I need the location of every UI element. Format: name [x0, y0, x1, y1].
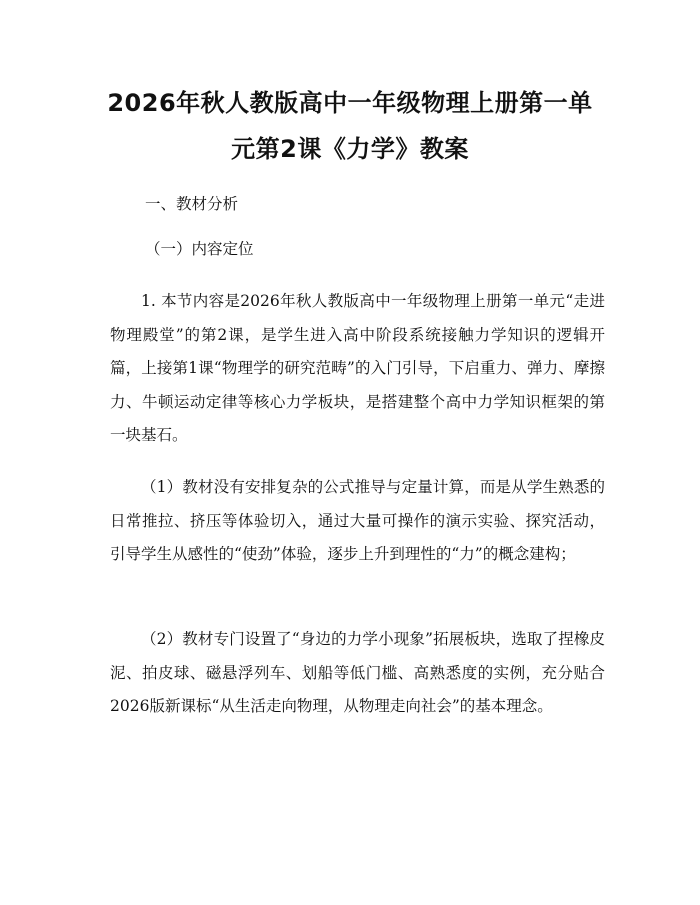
subsection-heading-content-positioning: （一）内容定位	[145, 240, 254, 258]
document-title-line-1: 2026年秋人教版高中一年级物理上册第一单	[107, 89, 593, 117]
section-heading-textbook-analysis: 一、教材分析	[145, 195, 239, 213]
paragraph-3: （2）教材专门设置了“身边的力学小现象”拓展板块，选取了捏橡皮泥、拍皮球、磁悬浮列车、划船等低门槛、高熟悉度的实例，充分贴合2026版新课标“从生活走向物理，从物理走向社会”的基本理念。	[110, 630, 605, 715]
paragraph-2: （1）教材没有安排复杂的公式推导与定量计算，而是从学生熟悉的日常推拉、挤压等体验切入，通过大量可操作的演示实验、探究活动，引导学生从感性的“使劲”体验，逐步上升到理性的“力”的概念建构；	[110, 478, 605, 563]
document-title-line-2: 元第2课《力学》教案	[231, 135, 469, 163]
paragraph-1: 1. 本节内容是2026年秋人教版高中一年级物理上册第一单元“走进物理殿堂”的第2课，是学生进入高中阶段系统接触力学知识的逻辑开篇，上接第1课“物理学的研究范畴”的入门引导，下启重力、弹力、摩擦力、牛顿运动定律等核心力学板块，是搭建整个高中力学知识框架的第一块基石。	[110, 292, 605, 444]
